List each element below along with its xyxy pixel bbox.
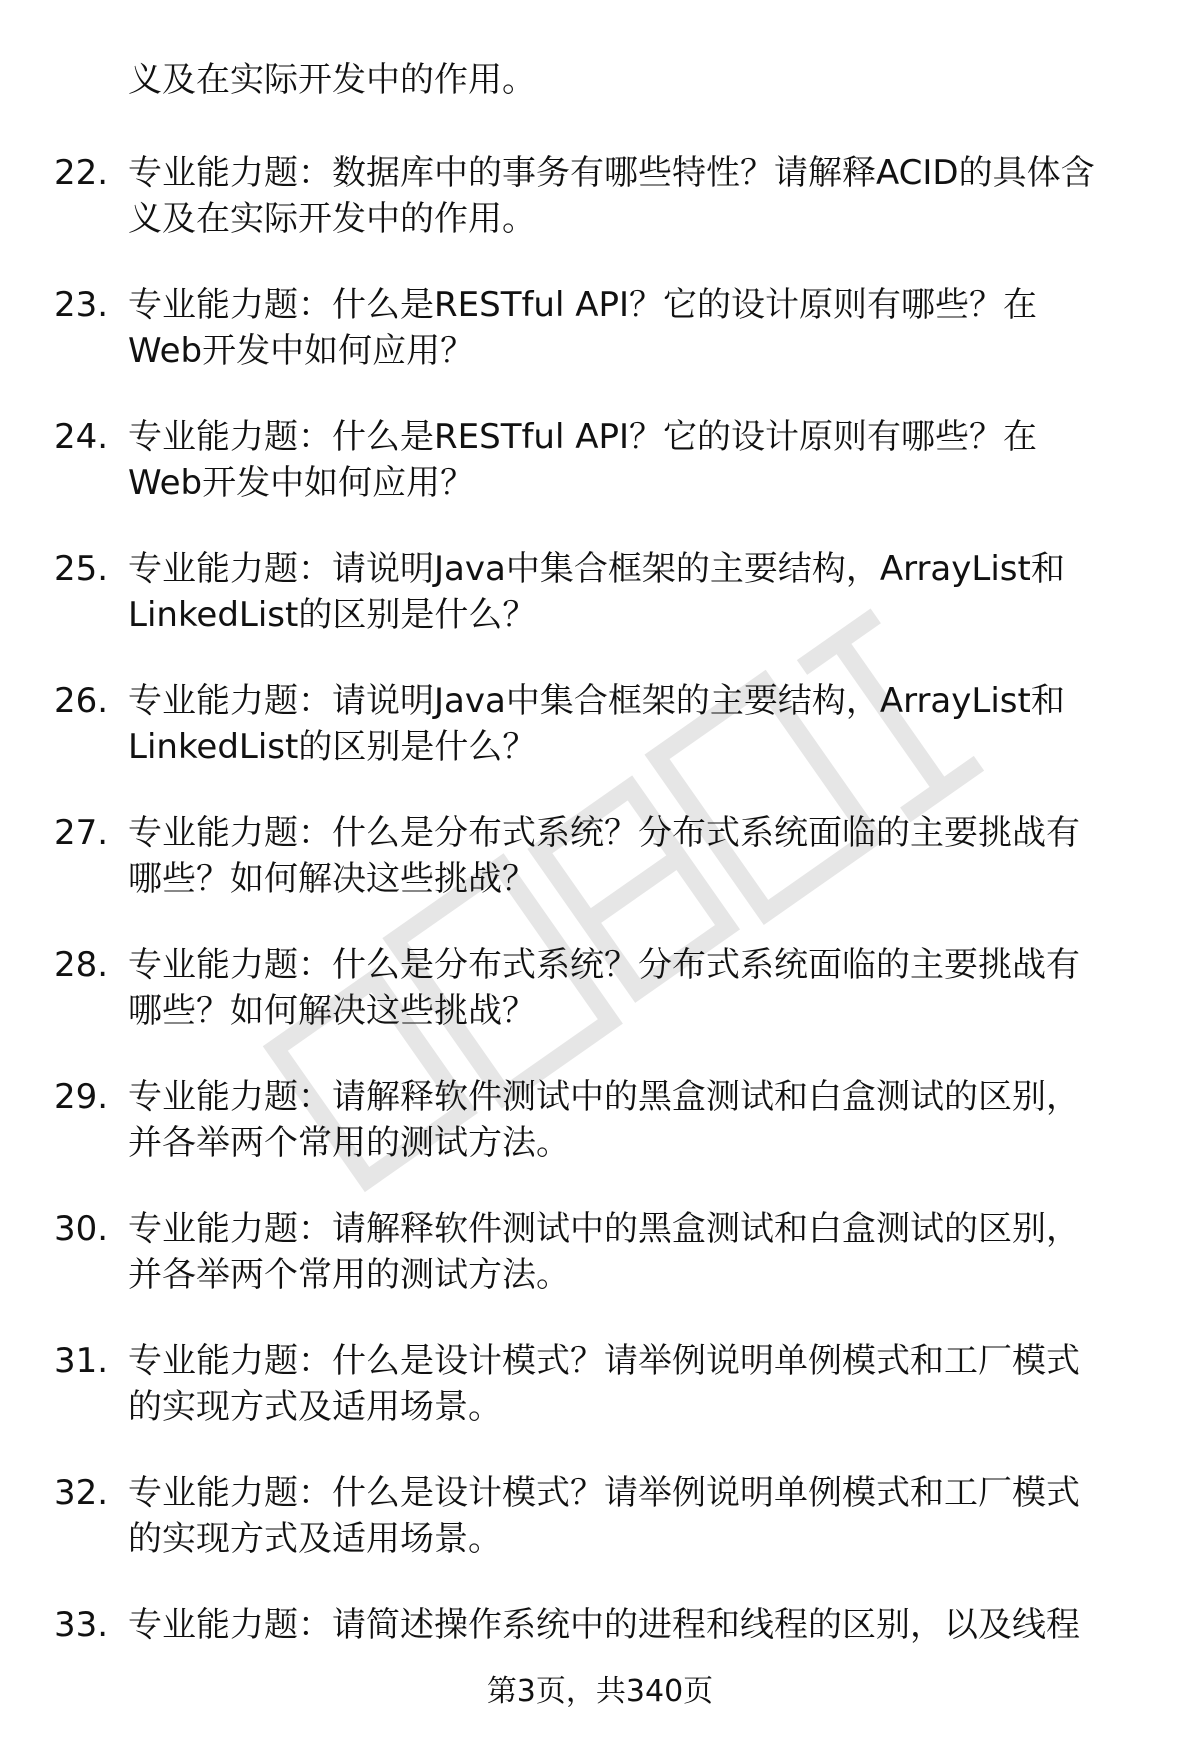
question-line: 哪些？如何解决这些挑战？ [128,991,536,1031]
question-line: LinkedList的区别是什么？ [128,595,537,635]
question-text [128,414,1168,506]
question-text [128,1338,1168,1430]
question-text [128,282,1168,374]
question-text [128,1206,1168,1298]
question-line: 专业能力题：数据库中的事务有哪些特性？请解释ACID的具体含 [128,153,1095,193]
question-item [0,414,1200,506]
question-number: 33. [54,1605,109,1645]
question-line: 哪些？如何解决这些挑战？ [128,859,536,899]
question-number: 24. [54,417,109,457]
page-footer: 第3页，共340页 [486,1674,714,1709]
question-number: 31. [54,1341,109,1381]
question-line: 专业能力题：什么是RESTful API？它的设计原则有哪些？在 [128,285,1038,325]
question-number: 22. [54,153,109,193]
question-line: 专业能力题：什么是设计模式？请举例说明单例模式和工厂模式 [128,1341,1080,1381]
question-text [128,678,1168,770]
question-text [128,1074,1168,1166]
question-line: 专业能力题：什么是RESTful API？它的设计原则有哪些？在 [128,417,1038,457]
question-item [0,1074,1200,1166]
question-line: 的实现方式及适用场景。 [128,1387,502,1427]
question-line: 专业能力题：请解释软件测试中的黑盒测试和白盒测试的区别， [128,1209,1080,1249]
question-line: 的实现方式及适用场景。 [128,1519,502,1559]
question-number: 30. [54,1209,109,1249]
question-item [0,546,1200,638]
question-line: Web开发中如何应用？ [128,463,475,503]
question-number: 26. [54,681,109,721]
question-list [0,150,1200,1734]
question-line: 专业能力题：请说明Java中集合框架的主要结构，ArrayList和 [128,549,1065,589]
question-line: 专业能力题：请简述操作系统中的进程和线程的区别，以及线程 [128,1605,1080,1645]
question-item [0,150,1200,242]
question-number: 23. [54,285,109,325]
question-number: 25. [54,549,109,589]
question-item [0,282,1200,374]
question-item [0,1338,1200,1430]
question-text [128,810,1168,902]
question-number: 28. [54,945,109,985]
question-item [0,678,1200,770]
question-item [0,942,1200,1034]
question-item [0,1470,1200,1562]
question-item [0,1206,1200,1298]
continuation-line: 义及在实际开发中的作用。 [128,60,536,100]
question-line: 并各举两个常用的测试方法。 [128,1123,570,1163]
question-text [128,150,1168,242]
question-line: 专业能力题：请解释软件测试中的黑盒测试和白盒测试的区别， [128,1077,1080,1117]
question-line: 专业能力题：请说明Java中集合框架的主要结构，ArrayList和 [128,681,1065,721]
question-text [128,1470,1168,1562]
question-line: 专业能力题：什么是分布式系统？分布式系统面临的主要挑战有 [128,813,1080,853]
question-number: 29. [54,1077,109,1117]
question-line: LinkedList的区别是什么？ [128,727,537,767]
question-number: 27. [54,813,109,853]
question-line: 并各举两个常用的测试方法。 [128,1255,570,1295]
question-number: 32. [54,1473,109,1513]
question-line: 专业能力题：什么是设计模式？请举例说明单例模式和工厂模式 [128,1473,1080,1513]
question-item [0,810,1200,902]
question-text [128,942,1168,1034]
question-line: 专业能力题：什么是分布式系统？分布式系统面临的主要挑战有 [128,945,1080,985]
question-text [128,1602,1168,1648]
question-line: 义及在实际开发中的作用。 [128,199,536,239]
question-text [128,546,1168,638]
question-line: Web开发中如何应用？ [128,331,475,371]
